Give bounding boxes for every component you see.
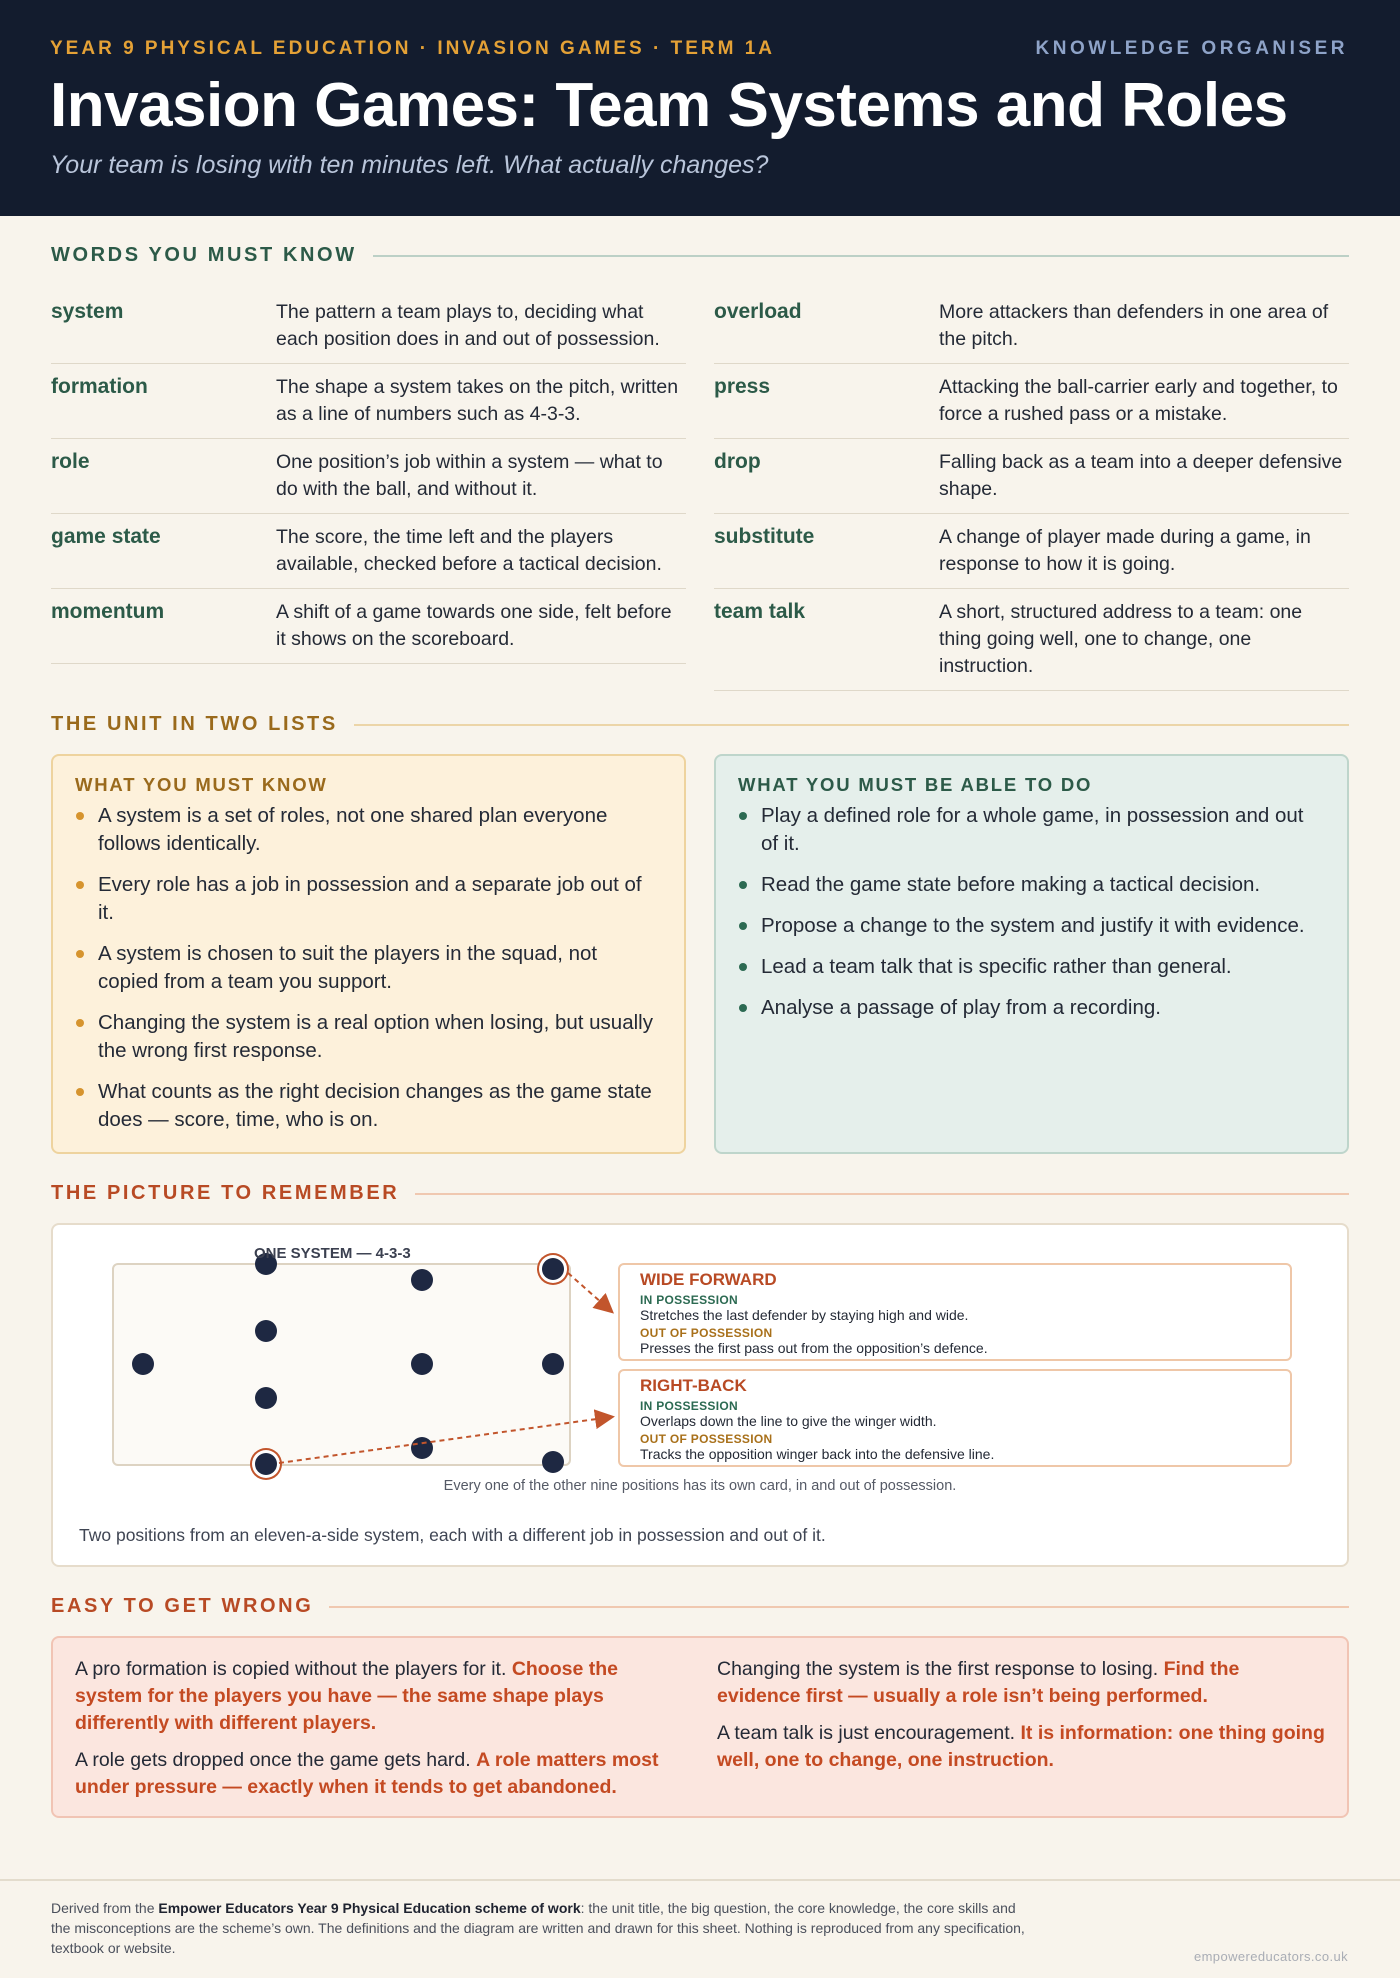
footer <box>0 1879 1400 1978</box>
must-do-list <box>738 802 1325 1022</box>
misconception-correction: Choose the system for the players you have — the same shape plays differently with different players. <box>75 1658 618 1734</box>
misconception-correction: It is information: one thing going well, one to change, one instruction. <box>717 1722 1325 1771</box>
glossary-term: drop <box>714 450 761 473</box>
glossary-definition: One position’s job within a system — what to do with the ball, and without it. <box>276 451 663 500</box>
source-statement: Derived from the Empower Educators Year 9 Physical Education scheme of work: the unit title, the big question, the core knowledge, the core skills and the misconceptions are the scheme’s own. The definitions and the diagram are written and drawn for this sheet. Nothing is reproduced from any specification, textbook or website. <box>51 1900 1025 1956</box>
course-kicker: YEAR 9 PHYSICAL EDUCATION · INVASION GAMES · TERM 1A <box>50 38 775 59</box>
glossary-row <box>51 289 686 364</box>
list-item <box>738 953 1325 981</box>
list-item-text: Changing the system is a real option when losing, but usually the wrong first response. <box>98 1011 653 1062</box>
glossary-term: role <box>51 450 90 473</box>
misconceptions-section <box>0 1595 1400 1818</box>
list-item <box>738 802 1325 858</box>
glossary-term: team talk <box>714 600 806 623</box>
in-possession-text: Stretches the last defender by staying high and wide. <box>640 1307 969 1323</box>
misconceptions-box <box>51 1636 1349 1818</box>
glossary-definition: A shift of a game towards one side, felt before it shows on the scoreboard. <box>276 601 672 650</box>
glossary <box>51 289 1349 691</box>
glossary-row <box>714 439 1349 514</box>
glossary-definition: More attackers than defenders in one area of the pitch. <box>939 301 1329 350</box>
list-item-text: Analyse a passage of play from a recording. <box>761 996 1161 1019</box>
must-do-title: WHAT YOU MUST BE ABLE TO DO <box>738 774 1093 795</box>
bullet-icon <box>76 1088 84 1096</box>
misconception-claim: A team talk is just encouragement. <box>717 1722 1016 1744</box>
bullet-icon <box>76 1019 84 1027</box>
website-url: empowereducators.co.uk <box>1193 1949 1348 1964</box>
glossary-definition: Falling back as a team into a deeper defensive shape. <box>939 451 1343 500</box>
in-possession-label: IN POSSESSION <box>640 1293 738 1307</box>
system-diagram <box>51 1223 1349 1567</box>
misconception-correction: Find the evidence first — usually a role isn’t being performed. <box>717 1658 1240 1707</box>
glossary-row <box>51 364 686 439</box>
glossary-definition: A short, structured address to a team: one thing going well, one to change, one instruction. <box>939 601 1303 677</box>
glossary-definition: The score, the time left and the players available, checked before a tactical decision. <box>276 526 662 575</box>
glossary-definition: The pattern a team plays to, deciding what each position does in and out of possession. <box>276 301 660 350</box>
glossary-definition: A change of player made during a game, in response to how it is going. <box>939 526 1311 575</box>
list-item <box>738 994 1325 1022</box>
bullet-icon <box>76 812 84 820</box>
list-item <box>738 871 1325 899</box>
glossary-row <box>714 289 1349 364</box>
glossary-term: press <box>714 375 771 398</box>
must-do-box <box>714 754 1349 1154</box>
list-item-text: Every role has a job in possession and a separate job out of it. <box>98 873 642 924</box>
bullet-icon <box>739 922 747 930</box>
list-item-text: Propose a change to the system and justify it with evidence. <box>761 914 1305 937</box>
bullet-icon <box>739 812 747 820</box>
list-item <box>75 802 662 858</box>
glossary-row <box>51 514 686 589</box>
glossary-term: game state <box>51 525 161 548</box>
in-possession-text: Overlaps down the line to give the winger width. <box>640 1413 937 1429</box>
picture-section <box>0 1182 1400 1567</box>
glossary-row <box>714 589 1349 691</box>
source-name: Empower Educators Year 9 Physical Education scheme of work <box>158 1900 581 1916</box>
glossary-term: overload <box>714 300 802 323</box>
role-name: WIDE FORWARD <box>640 1270 777 1289</box>
lists-heading: THE UNIT IN TWO LISTS <box>51 713 1349 736</box>
glossary-term: substitute <box>714 525 815 548</box>
must-know-list <box>75 802 662 1134</box>
misconceptions-left-column <box>75 1656 683 1798</box>
glossary-row <box>51 589 686 664</box>
misconception-item <box>75 1747 683 1801</box>
words-section <box>0 244 1400 691</box>
role-card-wide-forward <box>618 1263 1292 1361</box>
wide-forward-arrow <box>568 1273 611 1311</box>
glossary-definition: Attacking the ball-carrier early and together, to force a rushed pass or a mistake. <box>939 376 1338 425</box>
misconception-item <box>717 1656 1325 1710</box>
diagram-caption: Two positions from an eleven-a-side system, each with a different job in possession and out of it. <box>79 1525 826 1545</box>
bullet-icon <box>739 963 747 971</box>
bullet-icon <box>739 1004 747 1012</box>
bullet-icon <box>76 881 84 889</box>
list-item-text: A system is a set of roles, not one shared plan everyone follows identically. <box>98 804 608 855</box>
out-of-possession-text: Presses the first pass out from the opposition’s defence. <box>640 1340 988 1356</box>
role-name: RIGHT-BACK <box>640 1376 747 1395</box>
glossary-right-column <box>714 289 1349 691</box>
glossary-row <box>51 439 686 514</box>
list-item-text: A system is chosen to suit the players in the squad, not copied from a team you support. <box>98 942 598 993</box>
document-type-tag: KNOWLEDGE ORGANISER <box>1035 38 1348 59</box>
pitch-label: ONE SYSTEM — 4-3-3 <box>254 1245 411 1262</box>
misconceptions-right-column <box>717 1656 1325 1798</box>
list-item-text: Lead a team talk that is specific rather than general. <box>761 955 1232 978</box>
glossary-row <box>714 514 1349 589</box>
misconception-correction: A role matters most under pressure — exactly when it tends to get abandoned. <box>75 1749 659 1798</box>
must-know-box <box>51 754 686 1154</box>
glossary-left-column <box>51 289 686 691</box>
right-back-arrow <box>279 1417 611 1463</box>
glossary-row <box>714 364 1349 439</box>
list-item-text: Play a defined role for a whole game, in possession and out of it. <box>761 804 1304 855</box>
list-item <box>75 1009 662 1065</box>
page-title: Invasion Games: Team Systems and Roles <box>50 71 1288 140</box>
out-of-possession-label: OUT OF POSSESSION <box>640 1326 773 1340</box>
misconceptions-heading: EASY TO GET WRONG <box>51 1595 1349 1618</box>
out-of-possession-text: Tracks the opposition winger back into the defensive line. <box>640 1446 995 1462</box>
list-item-text: Read the game state before making a tactical decision. <box>761 873 1261 896</box>
misconception-item <box>717 1720 1325 1774</box>
list-item <box>75 871 662 927</box>
glossary-term: momentum <box>51 600 165 623</box>
glossary-term: system <box>51 300 124 323</box>
big-question: Your team is losing with ten minutes left. What actually changes? <box>50 151 769 179</box>
out-of-possession-label: OUT OF POSSESSION <box>640 1432 773 1446</box>
words-heading: WORDS YOU MUST KNOW <box>51 244 1349 267</box>
misconception-claim: Changing the system is the first response to losing. <box>717 1658 1159 1680</box>
list-item <box>738 912 1325 940</box>
misconception-claim: A pro formation is copied without the players for it. <box>75 1658 507 1680</box>
list-item-text: What counts as the right decision changes as the game state does — score, time, who is on. <box>98 1080 652 1131</box>
misconception-claim: A role gets dropped once the game gets hard. <box>75 1749 471 1771</box>
misconception-item <box>75 1656 683 1737</box>
glossary-term: formation <box>51 375 148 398</box>
list-item <box>75 1078 662 1134</box>
lists-section <box>0 713 1400 1154</box>
must-know-title: WHAT YOU MUST KNOW <box>75 774 328 795</box>
role-card-right-back <box>618 1369 1292 1467</box>
bullet-icon <box>76 950 84 958</box>
diagram-note: Every one of the other nine positions has its own card, in and out of possession. <box>443 1478 957 1494</box>
picture-heading: THE PICTURE TO REMEMBER <box>51 1182 1349 1205</box>
bullet-icon <box>739 881 747 889</box>
list-item <box>75 940 662 996</box>
page-header <box>0 0 1400 216</box>
in-possession-label: IN POSSESSION <box>640 1399 738 1413</box>
glossary-definition: The shape a system takes on the pitch, written as a line of numbers such as 4-3-3. <box>276 376 679 425</box>
